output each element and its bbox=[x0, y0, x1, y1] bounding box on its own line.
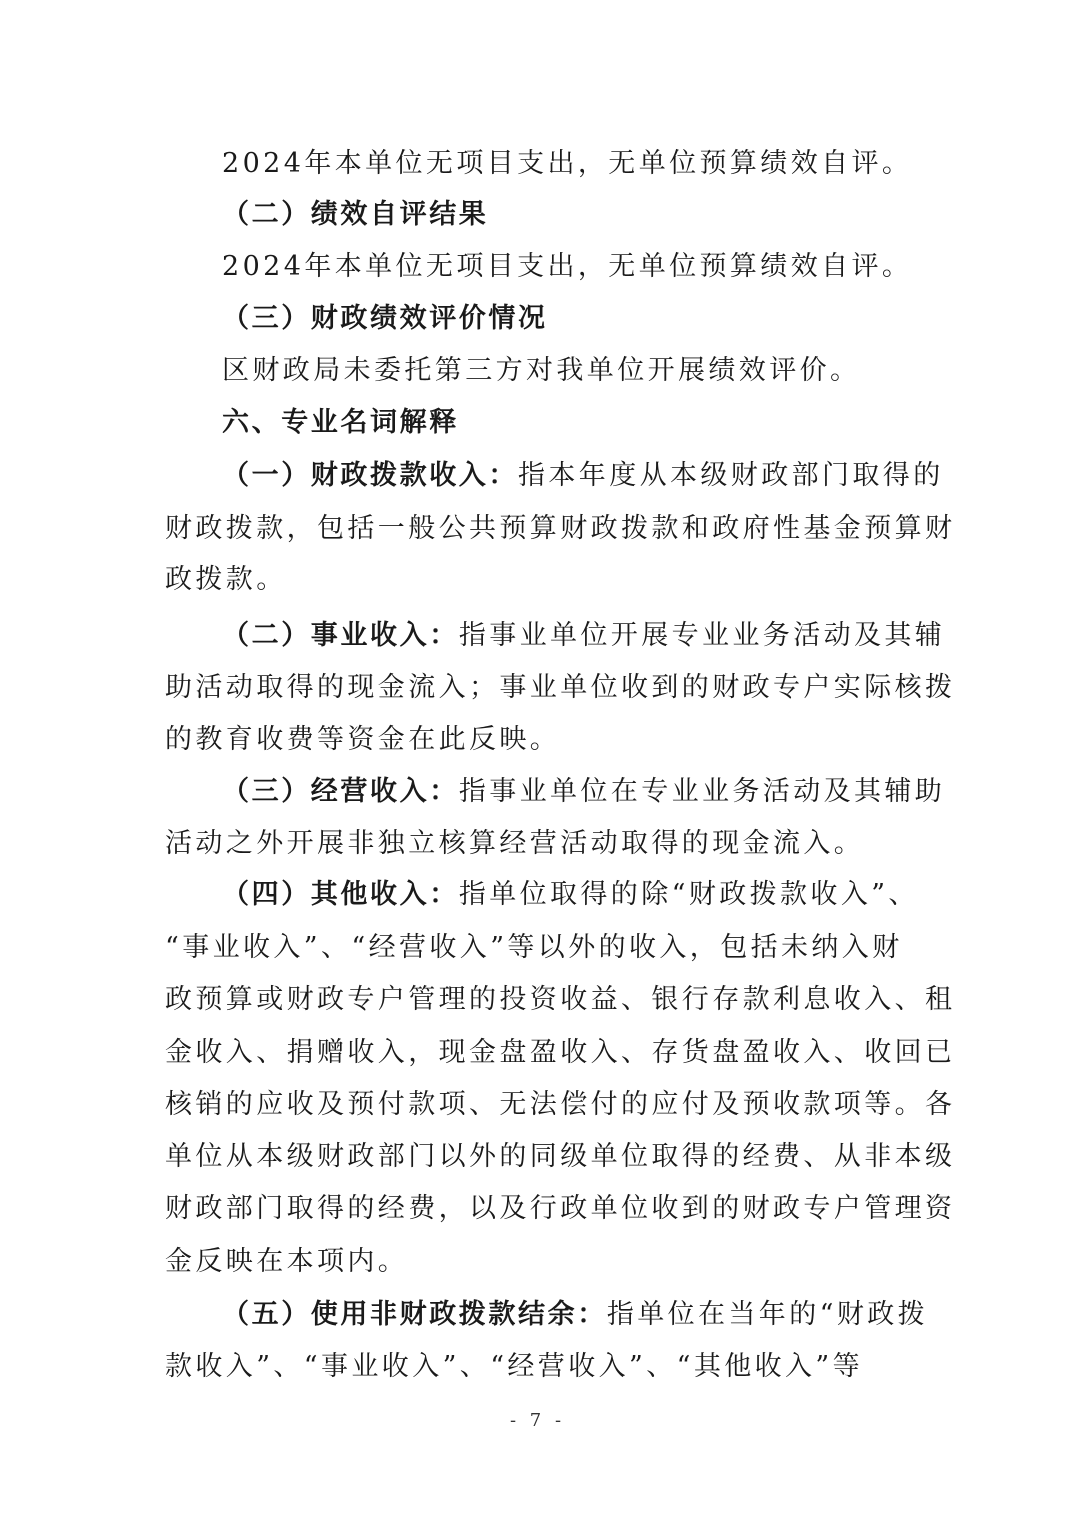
paragraph-text: 指单位在当年的“财政拨 bbox=[606, 1299, 929, 1330]
paragraph-text: 指单位取得的除“财政拨款收入”、 bbox=[458, 879, 919, 910]
text-line bbox=[165, 562, 1035, 598]
text-line bbox=[222, 197, 1035, 233]
page-number: - 7 - bbox=[509, 1410, 566, 1431]
heading-text: 六、专业名词解释 bbox=[222, 407, 459, 438]
heading-text: （五）使用非财政拨款结余： bbox=[222, 1299, 607, 1330]
heading-text: （二）绩效自评结果 bbox=[222, 199, 489, 230]
text-line bbox=[165, 1349, 1035, 1385]
heading-text: （四）其他收入： bbox=[222, 879, 459, 910]
heading-text: （三）经营收入： bbox=[222, 776, 459, 807]
paragraph-text: 核销的应收及预付款项、无法偿付的应付及预收款项等。各 bbox=[165, 1089, 956, 1120]
paragraph-text: 指事业单位在专业业务活动及其辅助 bbox=[458, 776, 946, 807]
paragraph-text: 指本年度从本级财政部门取得的 bbox=[518, 460, 944, 491]
heading-text: （二）事业收入： bbox=[222, 620, 459, 651]
text-line bbox=[165, 826, 1035, 862]
text-line bbox=[165, 1139, 1035, 1175]
text-line bbox=[165, 930, 1035, 966]
text-line bbox=[222, 249, 1035, 285]
paragraph-text: 区财政局未委托第三方对我单位开展绩效评价。 bbox=[222, 355, 861, 386]
paragraph-text: 政拨款。 bbox=[165, 564, 287, 595]
paragraph-text: 活动之外开展非独立核算经营活动取得的现金流入。 bbox=[165, 828, 865, 859]
text-line bbox=[222, 353, 1035, 389]
paragraph-text: “事业收入”、“经营收入”等以外的收入，包括未纳入财 bbox=[165, 932, 903, 963]
paragraph-text: 指事业单位开展专业业务活动及其辅 bbox=[458, 620, 946, 651]
text-line bbox=[165, 1191, 1035, 1227]
heading-text: （一）财政拨款收入： bbox=[222, 460, 518, 491]
text-line bbox=[222, 618, 1035, 654]
text-line bbox=[165, 511, 1035, 547]
text-line bbox=[165, 982, 1035, 1018]
paragraph-text: 款收入”、“事业收入”、“经营收入”、“其他收入”等 bbox=[165, 1351, 864, 1382]
text-line bbox=[165, 1244, 1035, 1280]
text-line bbox=[222, 301, 1035, 337]
paragraph-text: 助活动取得的现金流入；事业单位收到的财政专户实际核拨 bbox=[165, 672, 956, 703]
paragraph-text: 财政部门取得的经费，以及行政单位收到的财政专户管理资 bbox=[165, 1193, 956, 1224]
paragraph-text: 单位从本级财政部门以外的同级单位取得的经费、从非本级 bbox=[165, 1141, 956, 1172]
paragraph-text: 的教育收费等资金在此反映。 bbox=[165, 724, 561, 755]
heading-text: （三）财政绩效评价情况 bbox=[222, 303, 548, 334]
text-line bbox=[222, 405, 1035, 441]
text-line bbox=[222, 458, 1035, 494]
text-line bbox=[222, 1297, 1035, 1333]
paragraph-text: 财政拨款，包括一般公共预算财政拨款和政府性基金预算财 bbox=[165, 513, 956, 544]
text-line bbox=[222, 146, 1035, 182]
text-line bbox=[165, 670, 1035, 706]
text-line bbox=[222, 877, 1035, 913]
text-line bbox=[222, 774, 1035, 810]
paragraph-text: 金反映在本项内。 bbox=[165, 1246, 409, 1277]
text-line bbox=[165, 722, 1035, 758]
paragraph-text: 2024年本单位无项目支出，无单位预算绩效自评。 bbox=[222, 148, 913, 179]
paragraph-text: 政预算或财政专户管理的投资收益、银行存款利息收入、租 bbox=[165, 984, 956, 1015]
paragraph-text: 2024年本单位无项目支出，无单位预算绩效自评。 bbox=[222, 251, 913, 282]
text-line bbox=[165, 1087, 1035, 1123]
paragraph-text: 金收入、捐赠收入，现金盘盈收入、存货盘盈收入、收回已 bbox=[165, 1037, 956, 1068]
text-line bbox=[165, 1035, 1035, 1071]
